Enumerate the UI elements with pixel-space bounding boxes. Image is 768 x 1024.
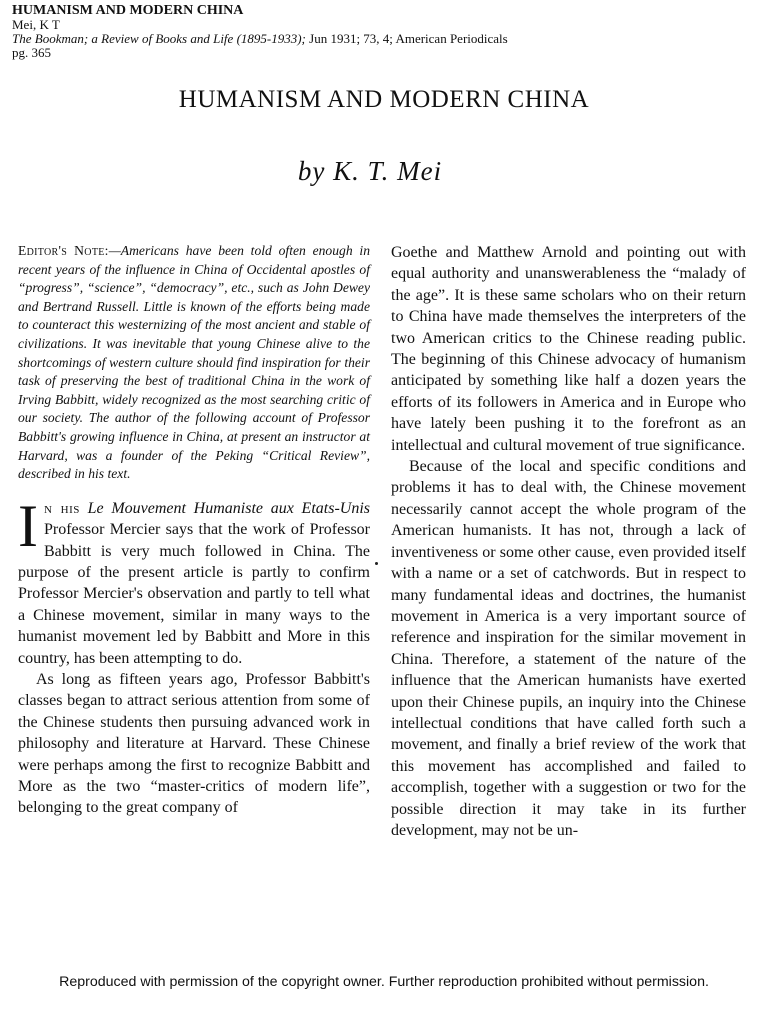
left-column	[18, 242, 370, 819]
drop-cap: I	[18, 492, 38, 559]
copyright-footer: Reproduced with permission of the copyright owner. Further reproduction prohibited without permission.	[59, 974, 709, 990]
citation-page: pg. 365	[12, 45, 51, 60]
body-paragraph-2: As long as fifteen years ago, Professor Babbitt's classes began to attract serious attention from some of the Chinese students then pursuing advanced work in philosophy and literature at Harvard. These Chinese were perhaps among the first to recognize Babbitt and More as the two “master-critics of modern life”, belonging to the great company of	[18, 670, 370, 817]
editors-note	[18, 242, 370, 484]
citation-title: HUMANISM AND MODERN CHINA	[12, 3, 244, 18]
citation-header	[12, 3, 756, 60]
editors-note-text: —Americans have been told often enough in recent years of the influence in China of Occidental apostles of “progress”, “science”, “democracy”, etc., such as John Dewey and Bertrand Russell. Little is known of the efforts being made to counteract this westernizing of the most ancient and stable of civilizations. It was inevitable that young Chinese alive to the shortcomings of western culture should find inspiration for their task of preserving the best of traditional China in the work of Irving Babbitt, widely recognized as the most searching critic of our society. The author of the following account of Professor Babbitt's growing influence in China, at present an instructor at Harvard, was a founder of the Peking “Critical Review”, described in his text.	[18, 243, 370, 482]
body-paragraph-4: Because of the local and specific conditions and problems it has to deal with, the Chinese movement necessarily cannot accept the whole program of the American humanists. It has not, through a lack of inventiveness or some other cause, even provided itself with a name or a set of catchwords. But in respect to many fundamental ideas and doctrines, the humanist movement in America is a very important source of reference and inspiration for the similar movement in China. Therefore, a statement of the nature of the influence that the American humanists have exerted upon their Chinese pupils, an inquiry into the Chinese intellectual conditions that have called forth such a movement, and finally a brief review of the work that this movement has accomplished and failed to accomplish, together with a suggestion or two for the possible direction it may take in its further development, may not be un-	[391, 458, 746, 839]
citation-details: Jun 1931; 73, 4; American Periodicals	[305, 31, 508, 46]
right-column	[391, 242, 746, 841]
article-byline: by K. T. Mei	[297, 156, 443, 186]
paragraph-1-text: Professor Mercier says that the work of Professor Babbitt is very much followed in China. The purpose of the present article is partly to confirm Professor Mercier's observation and partly to tell what a Chinese movement, similar in many ways to the humanist movement led by Babbitt and More in this country, has been attempting to do.	[18, 521, 370, 667]
body-paragraph-3: Goethe and Matthew Arnold and pointing out with equal authority and unanswerableness the “malady of the age”. It is these same scholars who on their return to China have made themselves the interpreters of the two American critics to the Chinese reading public. The beginning of this Chinese advocacy of humanism anticipated by something like half a dozen years the efforts of its followers in America and in Europe who have lately been pushing it to the forefront as an intellectual and cultural movement of true significance.	[391, 244, 746, 454]
citation-author: Mei, K T	[12, 17, 60, 32]
citation-journal: The Bookman; a Review of Books and Life (1895-1933);	[12, 31, 306, 46]
stray-dot	[375, 562, 378, 565]
book-title: Le Mouvement Humaniste aux Etats-Unis	[87, 499, 371, 517]
editors-note-label: Editor's Note:	[18, 243, 109, 258]
article-title: HUMANISM AND MODERN CHINA	[178, 86, 590, 113]
citation-source	[12, 32, 756, 46]
body-paragraph-1	[18, 492, 371, 669]
paragraph-lead: n his	[43, 499, 80, 517]
